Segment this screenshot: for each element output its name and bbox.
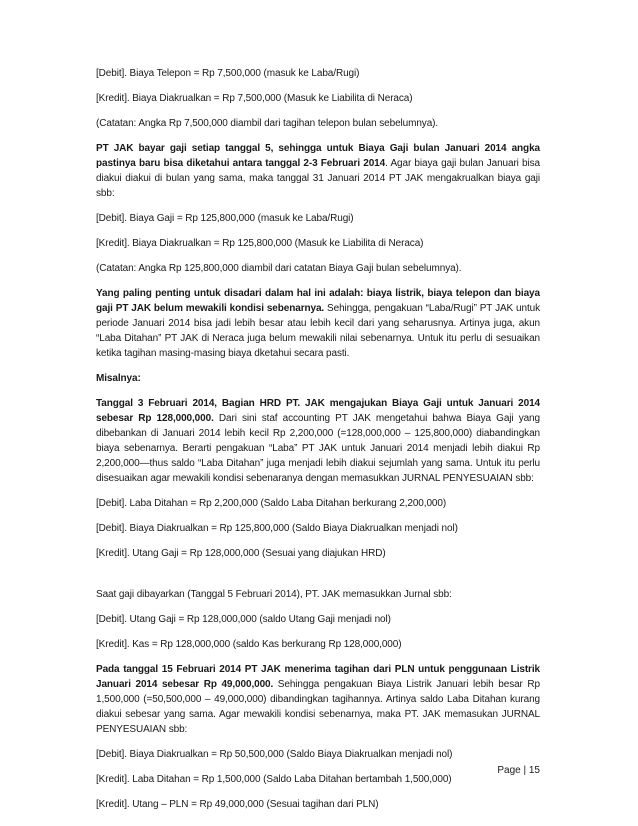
paragraph-bold-lead: PT JAK bayar gaji setiap tanggal 5, sehingga untuk Biaya Gaji bulan Januari 2014 angka pastinya baru bisa diketahui antara tanggal 2-3 Februari 2014 [96,143,540,169]
journal-line: [Debit]. Laba Ditahan = Rp 2,200,000 (Saldo Laba Ditahan berkurang 2,200,000) [96,498,447,509]
document-body [96,66,540,822]
paragraph-text: . Agar biaya gaji bulan Januari bisa diakui diakui di bulan yang sama, maka tanggal 31 Januari 2014 PT JAK mengakrualkan biaya gaji sbb: [96,158,540,199]
page-number: Page | 15 [497,765,540,776]
paragraph-text: Dari sini staf accounting PT JAK mengetahui bahwa Biaya Gaji yang dibebankan di Januari 2014 lebih kecil Rp 2,200,000 (=128,000,000 – 125,800,000) diabandingkan biaya sebenarnya. Berarti pengakuan “Laba” PT JAK untuk Januari 2014 menjadi lebih diakui Rp 2,200,000—thus saldo “Laba Ditahan” juga menjadi lebih diakui sejumlah yang sama. Untuk itu perlu disesuaikan agar mewakili kondisi sebenaranya dengan memasukkan JURNAL PENYESUAIAN sbb: [96,413,540,484]
text-line: Saat gaji dibayarkan (Tanggal 5 Februari 2014), PT. JAK memasukkan Jurnal sbb: [96,589,452,600]
paragraph-bold-lead: Tanggal 3 Februari 2014, Bagian HRD PT. JAK mengajukan Biaya Gaji untuk Januari 2014 sebesar Rp 128,000,000. [96,398,540,424]
blank-line [96,571,540,587]
journal-line: [Kredit]. Kas = Rp 128,000,000 (saldo Kas berkurang Rp 128,000,000) [96,639,402,650]
journal-line: [Debit]. Biaya Diakrualkan = Rp 125,800,000 (Saldo Biaya Diakrualkan menjadi nol) [96,523,458,534]
note-line: (Catatan: Angka Rp 125,800,000 diambil dari catatan Biaya Gaji bulan sebelumnya). [96,263,462,274]
journal-line: [Debit]. Utang Gaji = Rp 128,000,000 (saldo Utang Gaji menjadi nol) [96,614,391,625]
journal-line: [Debit]. Biaya Telepon = Rp 7,500,000 (masuk ke Laba/Rugi) [96,68,360,79]
paragraph [96,396,540,486]
paragraph [96,141,540,201]
note-line: (Catatan: Angka Rp 7,500,000 diambil dari tagihan telepon bulan sebelumnya). [96,118,439,129]
journal-line: [Kredit]. Utang – PLN = Rp 49,000,000 (Sesuai tagihan dari PLN) [96,799,379,810]
paragraph [96,286,540,361]
journal-line: [Debit]. Biaya Gaji = Rp 125,800,000 (masuk ke Laba/Rugi) [96,213,354,224]
journal-line: [Kredit]. Laba Ditahan = Rp 1,500,000 (Saldo Laba Ditahan bertambah 1,500,000) [96,774,452,785]
paragraph-text: Sehingga pengakuan Biaya Listrik Januari lebih besar Rp 1,500,000 (=50,500,000 – 49,000,000) dibandingkan tagihannya. Artinya saldo Laba Ditahan kurang diakui sebesar yang sama. Agar mewakili kondisi sebenarnya, maka PT. JAK memasukan JURNAL PENYESUAIAN sbb: [96,679,540,735]
section-label [96,371,540,386]
misalnya-heading: Misalnya: [96,373,141,384]
journal-line: [Debit]. Biaya Diakrualkan = Rp 50,500,000 (Saldo Biaya Diakrualkan menjadi nol) [96,749,453,760]
paragraph-bold-lead: Pada tanggal 15 Februari 2014 PT JAK menerima tagihan dari PLN untuk penggunaan Listrik Januari 2014 sebesar Rp 49,000,000. [96,664,540,690]
paragraph-bold-lead: Yang paling penting untuk disadari dalam hal ini adalah: biaya listrik, biaya telepon dan biaya gaji PT JAK belum mewakili kondisi sebenarnya. [96,288,540,314]
paragraph-text: Sehingga, pengakuan “Laba/Rugi” PT JAK untuk periode Januari 2014 bisa jadi lebih besar atau lebih kecil dari yang seharusnya. Artinya juga, akun “Laba Ditahan” PT JAK di Neraca juga belum mewakili nilai sebenarnya. Untuk itu perlu di sesuaikan ketika tagihan masing-masing biaya dketahui secara pasti. [96,303,541,359]
journal-line: [Kredit]. Biaya Diakrualkan = Rp 125,800,000 (Masuk ke Liabilita di Neraca) [96,238,424,249]
paragraph [96,662,540,737]
journal-line: [Kredit]. Biaya Diakrualkan = Rp 7,500,000 (Masuk ke Liabilita di Neraca) [96,93,413,104]
journal-line: [Kredit]. Utang Gaji = Rp 128,000,000 (Sesuai yang diajukan HRD) [96,548,386,559]
